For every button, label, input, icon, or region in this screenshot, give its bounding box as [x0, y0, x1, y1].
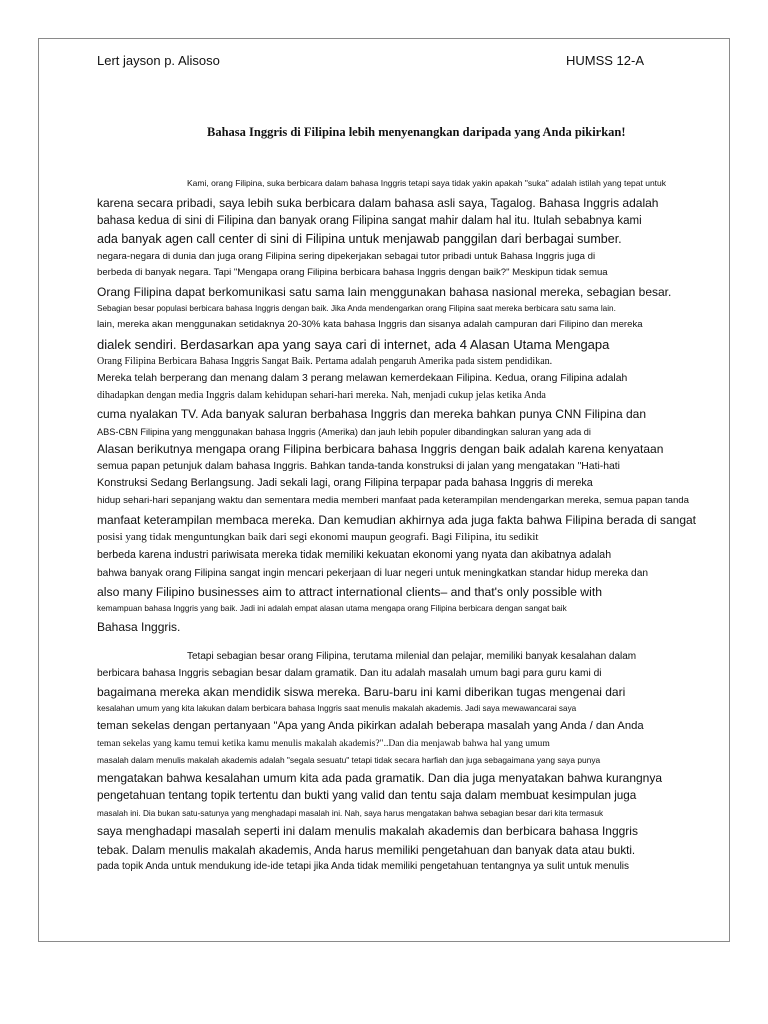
- body-line: manfaat keterampilan membaca mereka. Dan kemudian akhirnya ada juga fakta bahwa Filipina berada di sangat: [97, 513, 697, 527]
- body-line: Orang Filipina Berbicara Bahasa Inggris Sangat Baik. Pertama adalah pengaruh Amerika pada sistem pendidikan.: [97, 356, 553, 367]
- body-line: semua papan petunjuk dalam bahasa Inggris. Bahkan tanda-tanda konstruksi di jalan yang mengatakan "Hati-hati: [97, 461, 620, 472]
- body-line: cuma nyalakan TV. Ada banyak saluran berbahasa Inggris dan mereka bahkan punya CNN Filipina dan: [97, 407, 647, 421]
- body-line: Kami, orang Filipina, suka berbicara dalam bahasa Inggris tetapi saya tidak yakin apakah "suka" adalah istilah yang tepat untuk: [187, 178, 667, 188]
- body-line: kemampuan bahasa Inggris yang baik. Jadi ini adalah empat alasan utama mengapa orang Filipina berbicara dengan sangat baik: [97, 604, 567, 613]
- body-line: bahasa kedua di sini di Filipina dan banyak orang Filipina sangat mahir dalam hal itu. Itulah sebabnya kami: [97, 215, 642, 227]
- author-name: Lert jayson p. Alisoso: [97, 53, 220, 68]
- body-line: Mereka telah berperang dan menang dalam 3 perang melawan kemerdekaan Filipina. Kedua, orang Filipina adalah: [97, 373, 628, 384]
- body-line: lain, mereka akan menggunakan setidaknya 20-30% kata bahasa Inggris dan sisanya adalah campuran dari Filipino dan mereka: [97, 319, 643, 330]
- body-line: berbeda karena industri pariwisata mereka tidak memiliki kekuatan ekonomi yang nyata dan akibatnya adalah: [97, 549, 612, 561]
- body-line: Alasan berikutnya mengapa orang Filipina berbicara bahasa Inggris dengan baik adalah karena kenyataan: [97, 442, 664, 456]
- body-line: tebak. Dalam menulis makalah akademis, Anda harus memiliki pengetahuan dan banyak data atau bukti.: [97, 844, 636, 857]
- body-line: ABS-CBN Filipina yang menggunakan bahasa Inggris (Amerika) dan jauh lebih populer dibandingkan saluran yang ada di: [97, 427, 591, 437]
- body-line: ada banyak agen call center di sini di Filipina untuk menjawab panggilan dari berbagai sumber.: [97, 232, 622, 246]
- body-line: Bahasa Inggris.: [97, 620, 181, 634]
- body-line: also many Filipino businesses aim to attract international clients– and that's only possible with: [97, 585, 602, 599]
- body-line: Tetapi sebagian besar orang Filipina, terutama milenial dan pelajar, memiliki banyak kesalahan dalam: [187, 651, 637, 662]
- body-line: karena secara pribadi, saya lebih suka berbicara dalam bahasa asli saya, Tagalog. Bahasa Inggris adalah: [97, 196, 659, 210]
- body-line: teman sekelas yang kamu temui ketika kamu menulis makalah akademis?"..Dan dia menjawab bahwa hal yang umum: [97, 738, 550, 749]
- body-line: bahwa banyak orang Filipina sangat ingin mencari pekerjaan di luar negeri untuk meningkatkan standar hidup mereka dan: [97, 568, 649, 579]
- body-line: dialek sendiri. Berdasarkan apa yang saya cari di internet, ada 4 Alasan Utama Mengapa: [97, 337, 610, 352]
- body-line: Orang Filipina dapat berkomunikasi satu sama lain menggunakan bahasa nasional mereka, sebagian besar.: [97, 285, 672, 299]
- body-line: berbicara bahasa Inggris sebagian besar dalam gramatik. Dan itu adalah masalah umum bagi para guru kami di: [97, 668, 602, 679]
- body-line: Sebagian besar populasi berbicara bahasa Inggris dengan baik. Jika Anda mendengarkan orang Filipina saat mereka berbicara satu sama lain.: [97, 304, 616, 313]
- body-line: dihadapkan dengan media Inggris dalam kehidupan sehari-hari mereka. Nah, menjadi cukup jelas ketika Anda: [97, 390, 546, 401]
- class-section: HUMSS 12-A: [566, 53, 645, 68]
- body-line: mengatakan bahwa kesalahan umum kita ada pada gramatik. Dan dia juga menyatakan bahwa kurangnya: [97, 771, 663, 785]
- body-line: teman sekelas dengan pertanyaan "Apa yang Anda pikirkan adalah beberapa masalah yang Anda / dan Anda: [97, 720, 644, 732]
- document-title: Bahasa Inggris di Filipina lebih menyenangkan daripada yang Anda pikirkan!: [207, 125, 626, 139]
- document-page: [38, 38, 730, 942]
- body-line: kesalahan umum yang kita lakukan dalam berbicara bahasa Inggris saat menulis makalah akademis. Jadi saya mewawancarai saya: [97, 704, 577, 713]
- body-line: negara-negara di dunia dan juga orang Filipina sering dipekerjakan sebagai tutor pribadi untuk Bahasa Inggris juga di: [97, 251, 596, 262]
- body-line: pengetahuan tentang topik tertentu dan bukti yang valid dan tentu saja dalam membuat kesimpulan juga: [97, 789, 637, 802]
- body-line: berbeda di banyak negara. Tapi "Mengapa orang Filipina berbicara bahasa Inggris dengan baik?" Meskipun tidak semua: [97, 267, 608, 278]
- body-line: hidup sehari-hari sepanjang waktu dan sementara media memberi manfaat pada keterampilan mendengarkan mereka, semua papan tanda: [97, 495, 689, 506]
- body-line: pada topik Anda untuk mendukung ide-ide tetapi jika Anda tidak memiliki pengetahuan tentangnya ya sulit untuk menulis: [97, 861, 630, 872]
- body-line: bagaimana mereka akan mendidik siswa mereka. Baru-baru ini kami diberikan tugas mengenai dari: [97, 685, 626, 699]
- body-line: posisi yang tidak menguntungkan baik dari segi ekonomi maupun geografi. Bagi Filipina, itu sedikit: [97, 531, 539, 543]
- body-line: masalah dalam menulis makalah akademis adalah "segala sesuatu" tetapi tidak secara harfiah dan juga sebagaimana yang saya punya: [97, 755, 601, 765]
- body-line: masalah ini. Dia bukan satu-satunya yang menghadapi masalah ini. Nah, saya harus mengatakan bahwa sebagian besar dari kita termasuk: [97, 809, 604, 818]
- body-line: Konstruksi Sedang Berlangsung. Jadi sekali lagi, orang Filipina terpapar pada bahasa Inggris di mereka: [97, 477, 593, 489]
- body-line: saya menghadapi masalah seperti ini dalam menulis makalah akademis dan berbicara bahasa Inggris: [97, 824, 638, 838]
